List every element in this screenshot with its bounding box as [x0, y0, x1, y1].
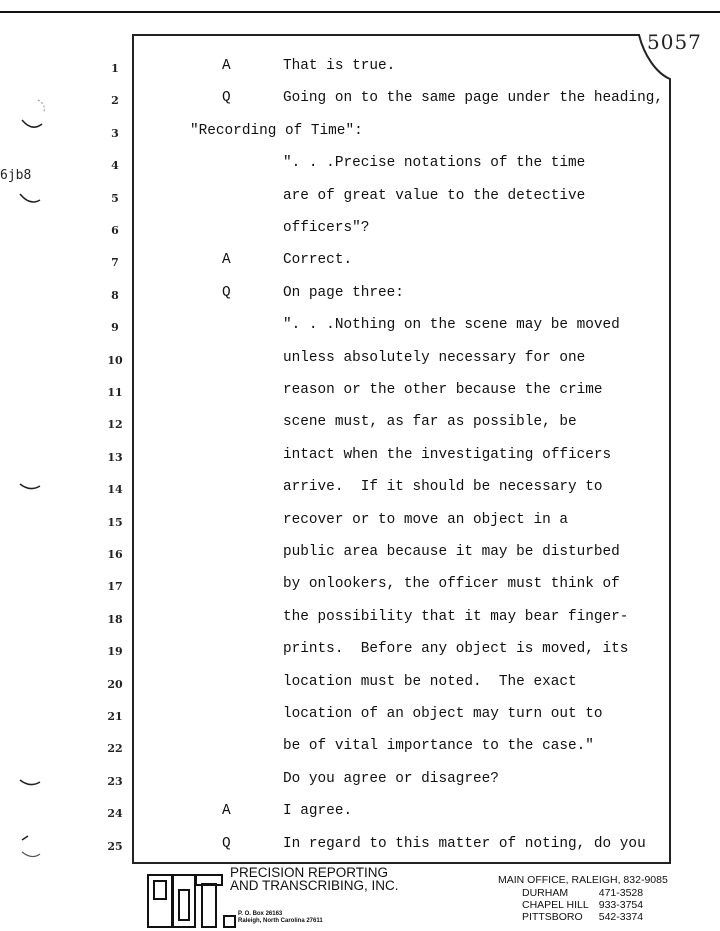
office-row — [522, 887, 653, 899]
company-line-2: AND TRANSCRIBING, INC. — [230, 878, 399, 893]
speaker-label: Q — [222, 90, 231, 106]
transcript-line: officers"? — [283, 220, 370, 236]
pt-logo — [147, 872, 237, 930]
pobox-line-1: P. O. Box 26163 — [238, 911, 283, 917]
transcript-line: Going on to the same page under the heading, — [283, 90, 663, 106]
line-number: 8 — [111, 289, 119, 302]
line-number: 18 — [107, 613, 123, 626]
transcript-line: reason or the other because the crime — [283, 382, 603, 398]
line-number: 15 — [107, 516, 123, 529]
line-number: 6 — [111, 224, 119, 237]
transcript-line: arrive. If it should be necessary to — [283, 479, 603, 495]
transcript-line: Correct. — [283, 252, 353, 268]
frame-right-edge — [669, 79, 671, 863]
transcript-line: are of great value to the detective — [283, 188, 586, 204]
transcript-line: intact when the investigating officers — [283, 447, 612, 463]
page-number: 5057 — [647, 30, 702, 54]
margin-note: 6jb8 — [0, 168, 32, 183]
company-line-1: PRECISION REPORTING — [230, 865, 389, 880]
line-number: 16 — [107, 548, 123, 561]
line-number: 10 — [107, 354, 123, 367]
line-number: 25 — [107, 840, 123, 853]
office-city: PITTSBORO — [522, 911, 583, 923]
transcript-line: ". . .Nothing on the scene may be moved — [283, 317, 620, 333]
transcript-line: be of vital importance to the case." — [283, 738, 594, 754]
office-phone: 542-3374 — [598, 911, 644, 923]
margin-arc-mark — [18, 466, 48, 496]
transcript-line: I agree. — [283, 803, 353, 819]
speaker-label: A — [222, 803, 231, 819]
line-number: 13 — [107, 451, 123, 464]
line-number: 11 — [107, 386, 123, 399]
speaker-label: A — [222, 58, 231, 74]
transcript-line: location must be noted. The exact — [283, 674, 577, 690]
line-number: 1 — [111, 62, 119, 75]
transcript-line: the possibility that it may bear finger- — [283, 609, 629, 625]
line-number: 20 — [107, 678, 123, 691]
office-row — [522, 899, 653, 911]
line-number: 21 — [107, 710, 123, 723]
margin-arc-mark — [18, 776, 48, 792]
transcript-line: public area because it may be disturbed — [283, 544, 620, 560]
office-directory — [498, 874, 668, 923]
line-number: 5 — [111, 192, 119, 205]
line-number: 14 — [107, 483, 123, 496]
margin-arc-mark — [18, 98, 48, 134]
office-phone: 933-3754 — [598, 899, 644, 911]
line-number: 19 — [107, 645, 123, 658]
office-table — [522, 887, 653, 923]
transcript-line: scene must, as far as possible, be — [283, 414, 577, 430]
speaker-label: Q — [222, 285, 231, 301]
line-number: 23 — [107, 775, 123, 788]
line-number: 9 — [111, 321, 119, 334]
line-number: 3 — [111, 127, 119, 140]
margin-arc-mark — [18, 190, 48, 210]
line-number: 24 — [107, 807, 123, 820]
office-city: CHAPEL HILL — [522, 899, 589, 911]
pobox-line-2: Raleigh, North Carolina 27611 — [238, 918, 323, 924]
transcript-line: prints. Before any object is moved, its — [283, 641, 629, 657]
line-number: 7 — [111, 256, 119, 269]
margin-arc-mark — [16, 832, 48, 860]
company-address — [238, 911, 323, 925]
transcript-line: Do you agree or disagree? — [283, 771, 499, 787]
line-number: 22 — [107, 742, 123, 755]
top-rule — [0, 11, 720, 13]
line-number: 12 — [107, 418, 123, 431]
speaker-label: A — [222, 252, 231, 268]
transcript-line: "Recording of Time": — [190, 123, 363, 139]
line-number: 17 — [107, 580, 123, 593]
line-number: 4 — [111, 159, 119, 172]
transcript-line: In regard to this matter of noting, do you — [283, 836, 646, 852]
transcript-line: recover or to move an object in a — [283, 512, 568, 528]
line-number: 2 — [111, 94, 119, 107]
transcript-line: location of an object may turn out to — [283, 706, 603, 722]
frame-top-edge — [132, 34, 640, 36]
transcript-line: ". . .Precise notations of the time — [283, 155, 586, 171]
office-row — [522, 911, 653, 923]
main-office: MAIN OFFICE, RALEIGH, 832-9085 — [498, 874, 668, 886]
office-city: DURHAM — [522, 887, 569, 899]
speaker-label: Q — [222, 836, 231, 852]
transcript-line: That is true. — [283, 58, 396, 74]
transcript-line: unless absolutely necessary for one — [283, 350, 586, 366]
transcript-line: On page three: — [283, 285, 404, 301]
transcript-line: by onlookers, the officer must think of — [283, 576, 620, 592]
company-name — [230, 866, 399, 892]
office-phone: 471-3528 — [598, 887, 644, 899]
